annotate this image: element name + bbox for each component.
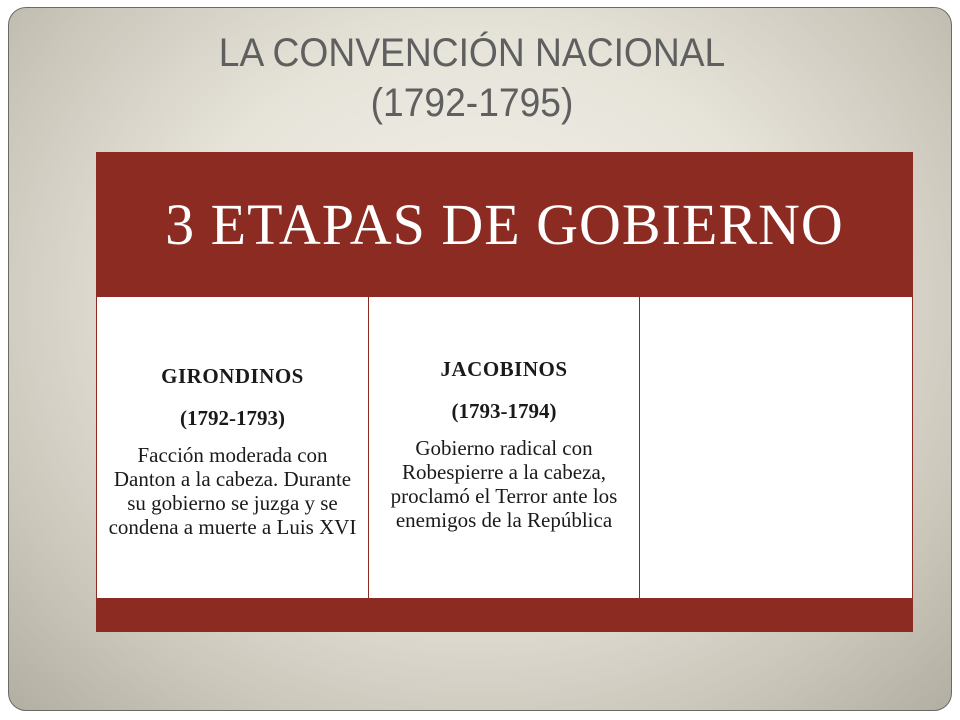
- stage-column-girondinos: [97, 297, 368, 598]
- stage-dates: (1792-1793): [180, 405, 285, 430]
- title-line-1: LA CONVENCIÓN NACIONAL: [218, 31, 726, 75]
- stage-name: GIRONDINOS: [161, 363, 304, 388]
- stages-table: [97, 297, 912, 598]
- title-line-2: (1792-1795): [370, 81, 574, 125]
- stage-description: Gobierno radical con Robespierre a la cabeza, proclamó el Terror ante los enemigos de la República: [390, 435, 618, 532]
- stage-column-jacobinos: [368, 297, 639, 598]
- stage-column-empty: [639, 297, 912, 598]
- stage-name: JACOBINOS: [440, 356, 568, 381]
- slide-title: [26, 28, 919, 128]
- stage-description: Facción moderada con Danton a la cabeza. Durante su gobierno se juzga y se condena a muerte a Luis XVI: [108, 442, 357, 539]
- stage-dates: (1793-1794): [451, 398, 557, 423]
- banner-heading: 3 ETAPAS DE GOBIERNO: [165, 192, 844, 257]
- content-panel: [96, 152, 913, 632]
